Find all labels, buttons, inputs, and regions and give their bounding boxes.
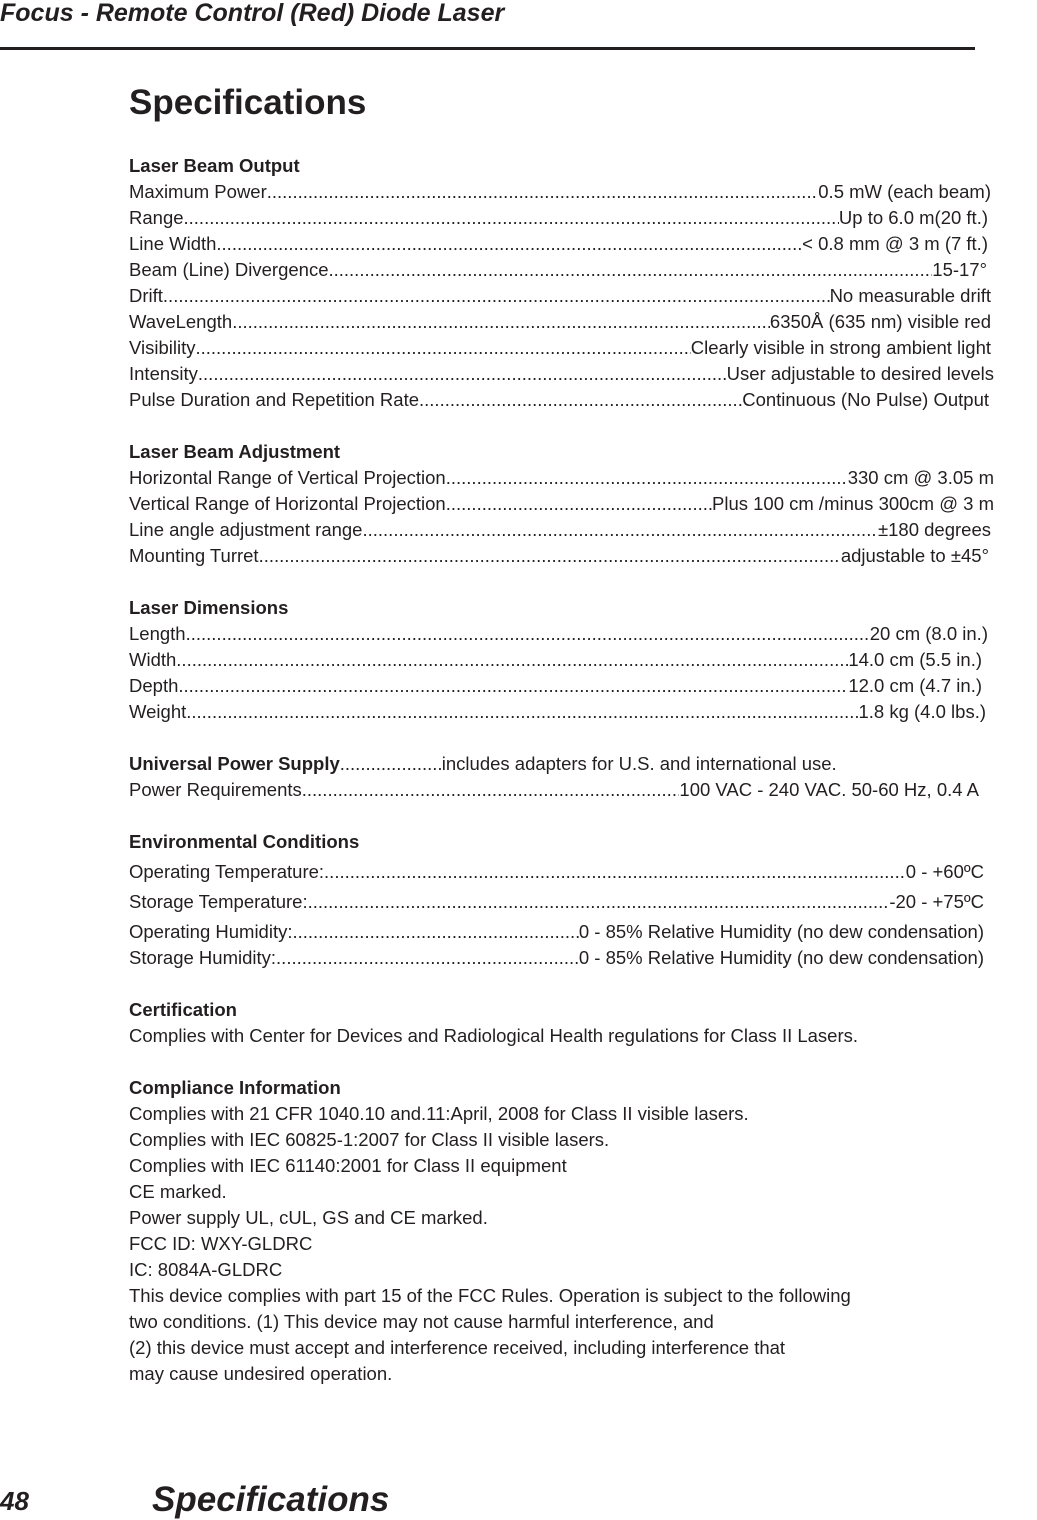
spec-row: [129, 205, 988, 231]
spec-value: 1.8 kg (4.0 lbs.): [858, 701, 986, 722]
section-heading: Laser Dimensions: [129, 597, 289, 618]
section-beam-output: [129, 153, 1037, 413]
spec-value: < 0.8 mm @ 3 m (7 ft.): [802, 233, 988, 254]
section-heading: Compliance Information: [129, 1077, 341, 1098]
spec-row: [129, 859, 984, 889]
spec-row: [129, 387, 989, 413]
spec-row: [129, 777, 979, 803]
spec-value: ±180 degrees: [877, 519, 991, 540]
spec-value: 330 cm @ 3.05 m: [847, 467, 994, 488]
spec-value: 14.0 cm (5.5 in.): [848, 649, 982, 670]
spec-row: [129, 647, 982, 673]
spec-row: [129, 945, 984, 971]
spec-row: [129, 543, 989, 569]
spec-label: Operating Temperature:: [129, 861, 325, 882]
spec-row: [129, 919, 984, 945]
spec-row: [129, 361, 994, 387]
spec-value: 6350Å (635 nm) visible red: [769, 311, 991, 332]
spec-value: Continuous (No Pulse) Output: [742, 389, 989, 410]
spec-value: adjustable to ±45°: [840, 545, 989, 566]
compliance-line: Power supply UL, cUL, GS and CE marked.: [129, 1207, 488, 1228]
spec-label: WaveLength: [129, 311, 233, 332]
spec-label: Depth.: [129, 675, 184, 696]
spec-label: Storage Temperature:: [129, 891, 308, 912]
spec-row: [129, 673, 982, 699]
compliance-line: two conditions. (1) This device may not cause harmful interference, and: [129, 1311, 714, 1332]
spec-label: Storage Humidity:: [129, 947, 277, 968]
spec-value: Clearly visible in strong ambient light: [690, 337, 991, 358]
section-beam-adjustment: [129, 439, 1037, 569]
spec-row: [129, 621, 988, 647]
section-environment: [129, 829, 1037, 971]
section-heading: Laser Beam Output: [129, 155, 300, 176]
spec-row: [129, 699, 986, 725]
spec-label: Beam (Line) Divergence: [129, 259, 329, 280]
section-heading: Certification: [129, 999, 237, 1020]
spec-label: Mounting Turret: [129, 545, 259, 566]
section-power-supply: [129, 751, 1037, 803]
spec-row: [129, 491, 994, 517]
spec-label: Intensity: [129, 363, 198, 384]
compliance-line: Complies with IEC 60825-1:2007 for Class II visible lasers.: [129, 1129, 610, 1150]
compliance-line: IC: 8084A-GLDRC: [129, 1259, 283, 1280]
compliance-line: FCC ID: WXY-GLDRC: [129, 1233, 313, 1254]
specifications-content: [129, 153, 1037, 1413]
certification-text: Complies with Center for Devices and Radiological Health regulations for Class II Lasers.: [129, 1025, 859, 1046]
spec-label: Range: [129, 207, 184, 228]
spec-row: [129, 179, 991, 205]
page-title: Specifications: [129, 83, 367, 122]
spec-value: 20 cm (8.0 in.): [869, 623, 988, 644]
spec-value: 0 - 85% Relative Humidity (no dew condensation): [578, 921, 984, 942]
section-heading: Environmental Conditions: [129, 831, 360, 852]
spec-row: [129, 231, 988, 257]
spec-value: Plus 100 cm /minus 300cm @ 3 m: [712, 493, 994, 514]
spec-value: 12.0 cm (4.7 in.): [848, 675, 982, 696]
spec-label: Vertical Range of Horizontal Projection: [129, 493, 446, 514]
spec-label: Length: [129, 623, 186, 644]
spec-row: [129, 465, 994, 491]
spec-value: includes adapters for U.S. and international use.: [441, 753, 837, 774]
compliance-line: Complies with 21 CFR 1040.10 and.11:April, 2008 for Class II visible lasers.: [129, 1103, 749, 1124]
spec-row: [129, 309, 991, 335]
section-heading: Universal Power Supply: [129, 753, 340, 774]
section-certification: [129, 997, 1037, 1049]
compliance-line: This device complies with part 15 of the FCC Rules. Operation is subject to the following: [129, 1285, 851, 1306]
spec-value: User adjustable to desired levels: [726, 363, 994, 384]
compliance-line: may cause undesired operation.: [129, 1363, 393, 1384]
spec-row: [129, 257, 987, 283]
spec-label: Line angle adjustment range: [129, 519, 363, 540]
spec-row: [129, 889, 984, 919]
compliance-line: (2) this device must accept and interference received, including interference that: [129, 1337, 786, 1358]
spec-label: Weight: [129, 701, 187, 722]
page-number: 48: [0, 1486, 29, 1516]
spec-label: Operating Humidity:: [129, 921, 293, 942]
spec-value: 15-17°: [932, 259, 987, 280]
spec-value: 0.5 mW (each beam): [818, 181, 991, 202]
spec-label: Visibility: [129, 337, 196, 358]
spec-value: 0 - 85% Relative Humidity (no dew condensation): [578, 947, 984, 968]
header-rule: [0, 47, 975, 50]
section-compliance: [129, 1075, 1037, 1387]
document-header-title: Focus - Remote Control (Red) Diode Laser: [0, 0, 505, 27]
spec-value: 0 - +60ºC: [905, 861, 984, 882]
footer-title: Specifications: [152, 1480, 390, 1519]
spec-value: 100 VAC - 240 VAC. 50-60 Hz, 0.4 A: [679, 779, 979, 800]
spec-label: Horizontal Range of Vertical Projection: [129, 467, 446, 488]
section-dimensions: [129, 595, 1037, 725]
spec-row: [129, 335, 991, 361]
spec-value: No measurable drift: [829, 285, 991, 306]
spec-label: Maximum Power: [129, 181, 267, 202]
spec-value: Up to 6.0 m(20 ft.): [838, 207, 988, 228]
spec-label: Line Width: [129, 233, 217, 254]
spec-label: Width: [129, 649, 177, 670]
spec-label: Drift: [129, 285, 163, 306]
section-heading: Laser Beam Adjustment: [129, 441, 341, 462]
spec-row: [129, 283, 991, 309]
compliance-line: Complies with IEC 61140:2001 for Class II equipment: [129, 1155, 567, 1176]
compliance-line: CE marked.: [129, 1181, 227, 1202]
spec-row: [129, 751, 982, 777]
spec-label: Power Requirements: [129, 779, 302, 800]
spec-label: Pulse Duration and Repetition Rate: [129, 389, 420, 410]
spec-row: [129, 517, 991, 543]
spec-value: -20 - +75ºC: [889, 891, 984, 912]
